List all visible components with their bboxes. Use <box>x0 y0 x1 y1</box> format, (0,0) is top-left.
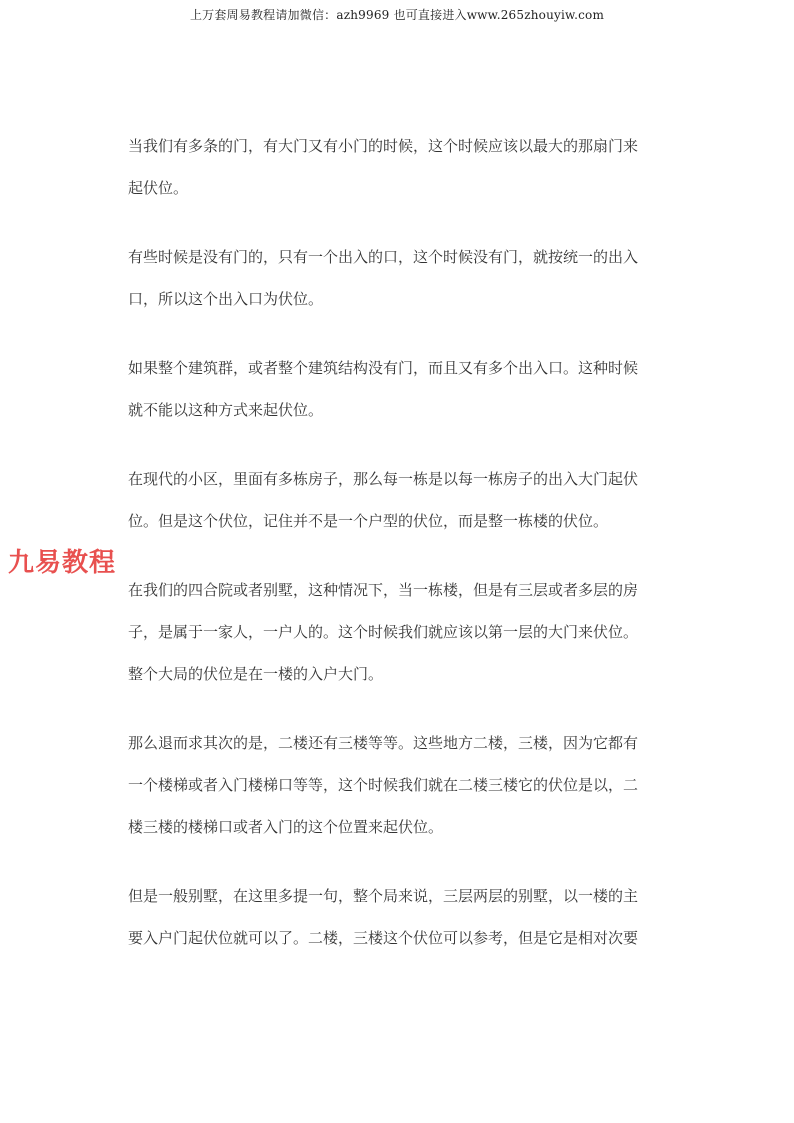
text-line: 整个大局的伏位是在一楼的入户大门。 <box>128 665 384 683</box>
text-line: 在我们的四合院或者别墅，这种情况下，当一栋楼，但是有三层或者多层的房 <box>128 581 639 599</box>
text-line: 就不能以这种方式来起伏位。 <box>128 401 324 419</box>
text-line: 那么退而求其次的是，二楼还有三楼等等。这些地方二楼，三楼，因为它都有 <box>128 734 639 752</box>
text-line: 一个楼梯或者入门楼梯口等等，这个时候我们就在二楼三楼它的伏位是以，二 <box>128 776 639 794</box>
header-note: 上万套周易教程请加微信：azh9969 也可直接进入www.265zhouyiw.com <box>189 8 605 22</box>
text-line: 口，所以这个出入口为伏位。 <box>128 290 324 308</box>
text-line: 位。但是这个伏位，记住并不是一个户型的伏位，而是整一栋楼的伏位。 <box>128 512 609 530</box>
text-line: 在现代的小区，里面有多栋房子，那么每一栋是以每一栋房子的出入大门起伏 <box>128 470 639 488</box>
text-line: 要入户门起伏位就可以了。二楼，三楼这个伏位可以参考，但是它是相对次要 <box>128 929 639 947</box>
text-line: 起伏位。 <box>128 179 189 197</box>
watermark-logo: 九易教程 <box>8 548 117 578</box>
text-line: 有些时候是没有门的，只有一个出入的口，这个时候没有门，就按统一的出入 <box>128 248 639 266</box>
text-line: 当我们有多条的门，有大门又有小门的时候，这个时候应该以最大的那扇门来 <box>128 137 639 155</box>
text-line: 楼三楼的楼梯口或者入门的这个位置来起伏位。 <box>128 818 444 836</box>
text-line: 但是一般别墅，在这里多提一句，整个局来说，三层两层的别墅，以一楼的主 <box>128 887 639 905</box>
text-line: 子，是属于一家人，一户人的。这个时候我们就应该以第一层的大门来伏位。 <box>128 623 639 641</box>
text-line: 如果整个建筑群，或者整个建筑结构没有门，而且又有多个出入口。这种时候 <box>128 359 639 377</box>
